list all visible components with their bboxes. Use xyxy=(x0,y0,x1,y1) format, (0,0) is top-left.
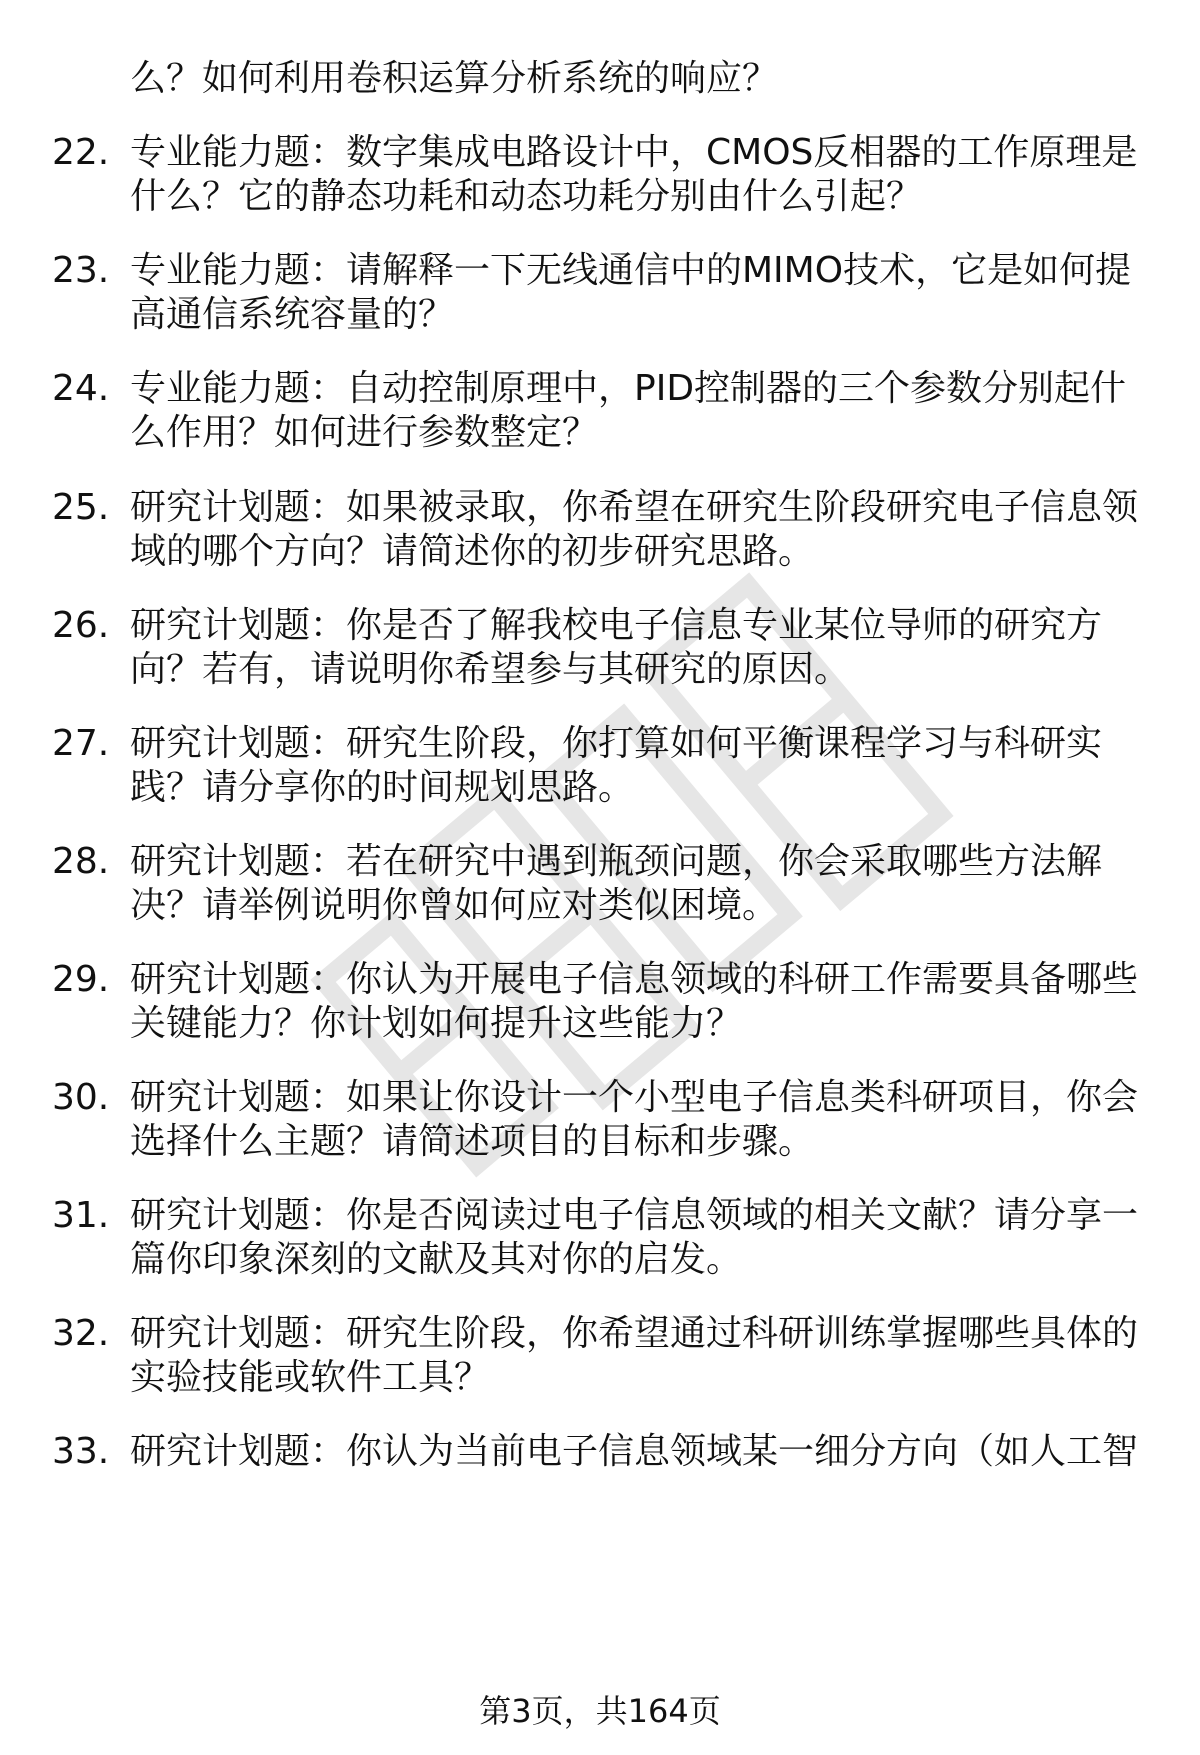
item-number: 30. xyxy=(52,1077,110,1118)
item-number: 24. xyxy=(52,368,110,409)
item-line: 研究计划题：如果被录取，你希望在研究生阶段研究电子信息领 xyxy=(130,487,1139,528)
item-number: 33. xyxy=(52,1431,110,1472)
item-line: 选择什么主题？请简述项目的目标和步骤。 xyxy=(130,1121,815,1162)
item-line: 实验技能或软件工具？ xyxy=(130,1357,491,1398)
item-line: 专业能力题：数字集成电路设计中，CMOS反相器的工作原理是 xyxy=(130,132,1138,173)
continuation-line: 么？如何利用卷积运算分析系统的响应？ xyxy=(130,58,779,99)
item-number: 23. xyxy=(52,250,110,291)
item-line: 研究计划题：你认为当前电子信息领域某一细分方向（如人工智 xyxy=(130,1431,1139,1472)
item-line: 么作用？如何进行参数整定？ xyxy=(130,412,599,453)
item-line: 域的哪个方向？请简述你的初步研究思路。 xyxy=(130,531,815,572)
page-footer: 第3页，共164页 xyxy=(479,1692,721,1730)
item-number: 27. xyxy=(52,723,110,764)
item-line: 决？请举例说明你曾如何应对类似困境。 xyxy=(130,885,779,926)
item-line: 践？请分享你的时间规划思路。 xyxy=(130,767,635,808)
item-line: 关键能力？你计划如何提升这些能力？ xyxy=(130,1003,743,1044)
item-number: 28. xyxy=(52,841,110,882)
item-number: 26. xyxy=(52,605,110,646)
item-line: 高通信系统容量的？ xyxy=(130,294,455,335)
item-line: 研究计划题：你认为开展电子信息领域的科研工作需要具备哪些 xyxy=(130,959,1139,1000)
item-line: 篇你印象深刻的文献及其对你的启发。 xyxy=(130,1239,743,1280)
item-line: 研究计划题：若在研究中遇到瓶颈问题，你会采取哪些方法解 xyxy=(130,841,1103,882)
item-line: 研究计划题：研究生阶段，你打算如何平衡课程学习与科研实 xyxy=(130,723,1103,764)
item-number: 22. xyxy=(52,132,110,173)
item-line: 研究计划题：你是否了解我校电子信息专业某位导师的研究方 xyxy=(130,605,1103,646)
item-line: 向？若有，请说明你希望参与其研究的原因。 xyxy=(130,649,851,690)
item-number: 32. xyxy=(52,1313,110,1354)
item-number: 31. xyxy=(52,1195,110,1236)
item-line: 专业能力题：请解释一下无线通信中的MIMO技术，它是如何提 xyxy=(130,250,1132,291)
item-line: 什么？它的静态功耗和动态功耗分别由什么引起？ xyxy=(130,176,923,217)
item-line: 研究计划题：你是否阅读过电子信息领域的相关文献？请分享一 xyxy=(130,1195,1139,1236)
item-number: 25. xyxy=(52,487,110,528)
item-line: 研究计划题：研究生阶段，你希望通过科研训练掌握哪些具体的 xyxy=(130,1313,1139,1354)
item-line: 研究计划题：如果让你设计一个小型电子信息类科研项目，你会 xyxy=(130,1077,1139,1118)
item-number: 29. xyxy=(52,959,110,1000)
item-line: 专业能力题：自动控制原理中，PID控制器的三个参数分别起什 xyxy=(130,368,1127,409)
